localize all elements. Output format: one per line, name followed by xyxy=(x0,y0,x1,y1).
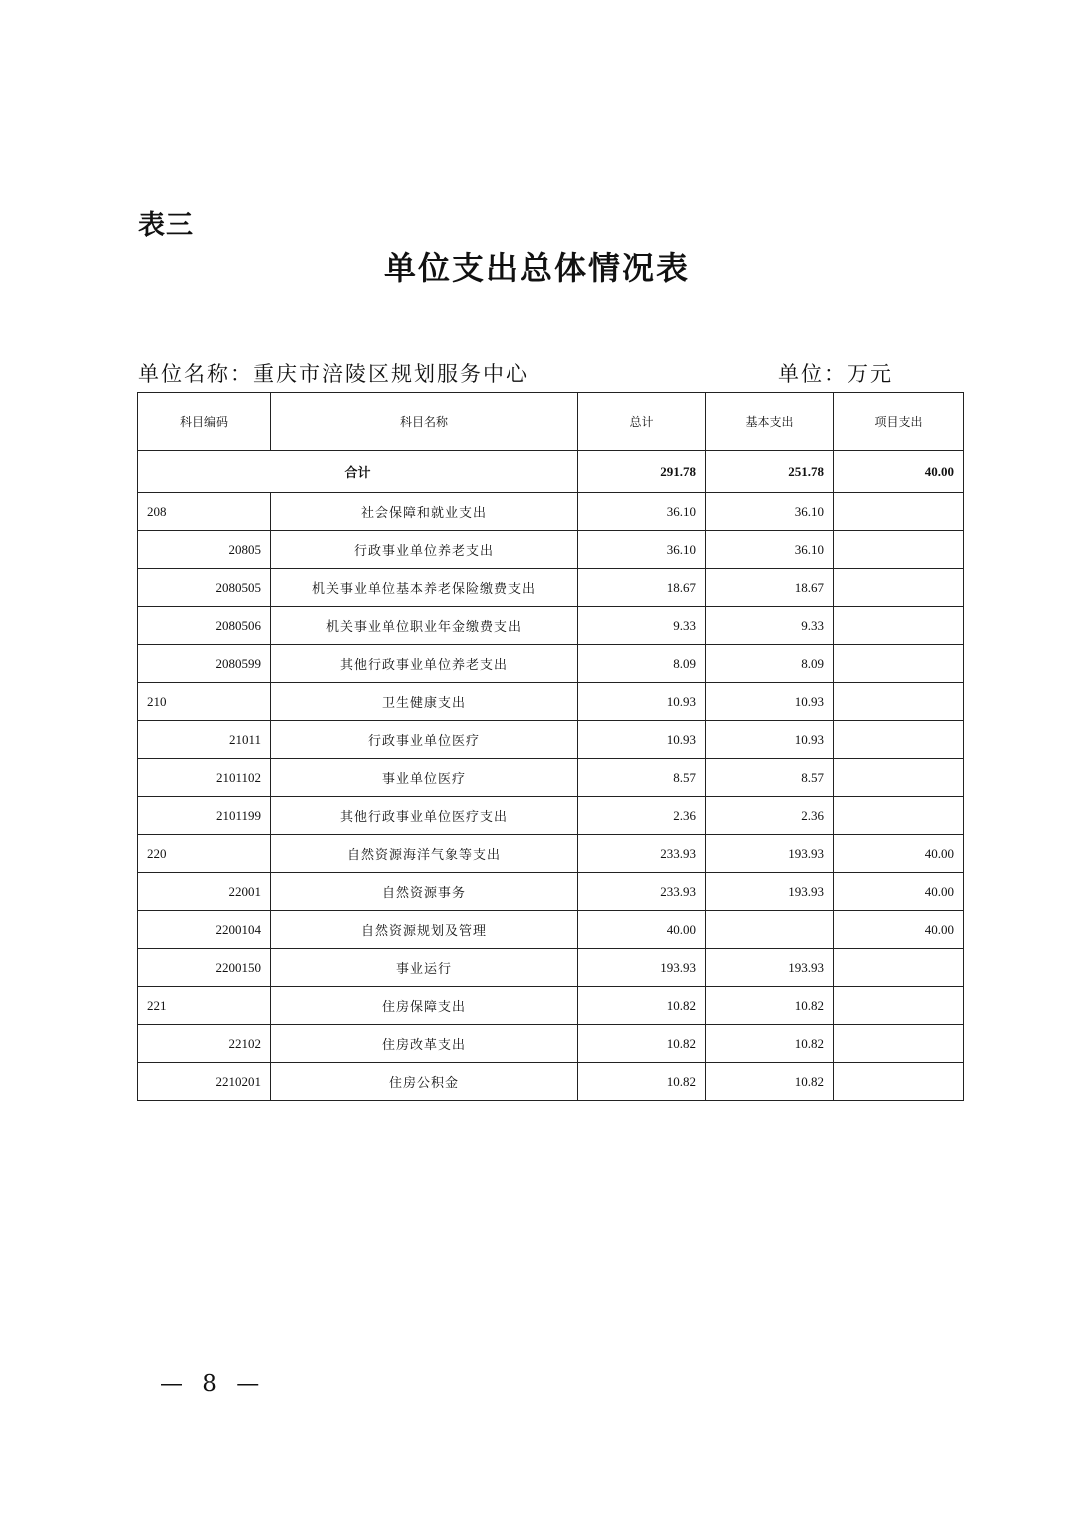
table-row xyxy=(138,683,964,721)
total-amount-cell: 36.10 xyxy=(578,531,706,569)
subject-name-cell: 行政事业单位养老支出 xyxy=(271,531,578,569)
subject-code-cell: 2080506 xyxy=(138,607,271,645)
project-amount-cell xyxy=(834,759,964,797)
total-amount-cell: 10.93 xyxy=(578,683,706,721)
subject-code-cell: 210 xyxy=(138,683,271,721)
total-row xyxy=(138,451,964,493)
column-header-name: 科目名称 xyxy=(271,393,578,451)
project-amount-cell: 40.00 xyxy=(834,835,964,873)
basic-amount-cell: 10.82 xyxy=(706,1025,834,1063)
table-label: 表三 xyxy=(138,210,194,241)
total-amount-cell: 2.36 xyxy=(578,797,706,835)
subject-code-cell: 2210201 xyxy=(138,1063,271,1101)
subject-code-cell: 2200150 xyxy=(138,949,271,987)
project-amount-cell xyxy=(834,1063,964,1101)
column-header-code: 科目编码 xyxy=(138,393,271,451)
table-row xyxy=(138,607,964,645)
subject-code-cell: 208 xyxy=(138,493,271,531)
basic-amount-cell: 18.67 xyxy=(706,569,834,607)
total-amount-cell: 10.82 xyxy=(578,987,706,1025)
project-amount-cell xyxy=(834,607,964,645)
basic-amount-cell: 2.36 xyxy=(706,797,834,835)
subject-code-cell: 2080505 xyxy=(138,569,271,607)
table-header-row xyxy=(138,393,964,451)
subject-name-cell: 住房改革支出 xyxy=(271,1025,578,1063)
table-row xyxy=(138,759,964,797)
subject-name-cell: 事业单位医疗 xyxy=(271,759,578,797)
total-amount-cell: 40.00 xyxy=(578,911,706,949)
subject-code-cell: 220 xyxy=(138,835,271,873)
document-title: 单位支出总体情况表 xyxy=(383,249,690,287)
subject-name-cell: 其他行政事业单位养老支出 xyxy=(271,645,578,683)
table-row xyxy=(138,1025,964,1063)
project-amount-cell xyxy=(834,987,964,1025)
total-project-cell: 40.00 xyxy=(834,451,964,493)
subject-name-cell: 自然资源海洋气象等支出 xyxy=(271,835,578,873)
project-amount-cell: 40.00 xyxy=(834,911,964,949)
project-amount-cell: 40.00 xyxy=(834,873,964,911)
total-amount-cell: 8.57 xyxy=(578,759,706,797)
subject-name-cell: 事业运行 xyxy=(271,949,578,987)
project-amount-cell xyxy=(834,493,964,531)
subject-name-cell: 机关事业单位基本养老保险缴费支出 xyxy=(271,569,578,607)
total-amount-cell: 10.82 xyxy=(578,1025,706,1063)
table-row xyxy=(138,949,964,987)
total-basic-cell: 251.78 xyxy=(706,451,834,493)
basic-amount-cell: 36.10 xyxy=(706,531,834,569)
table-row xyxy=(138,645,964,683)
project-amount-cell xyxy=(834,949,964,987)
expenditure-table xyxy=(137,392,964,1101)
basic-amount-cell: 193.93 xyxy=(706,835,834,873)
table-row xyxy=(138,987,964,1025)
total-cell: 291.78 xyxy=(578,451,706,493)
table-row xyxy=(138,835,964,873)
column-header-basic: 基本支出 xyxy=(706,393,834,451)
subject-code-cell: 2101102 xyxy=(138,759,271,797)
page-number: — 8 — xyxy=(160,1371,266,1397)
subject-name-cell: 卫生健康支出 xyxy=(271,683,578,721)
total-amount-cell: 8.09 xyxy=(578,645,706,683)
basic-amount-cell: 9.33 xyxy=(706,607,834,645)
total-amount-cell: 233.93 xyxy=(578,835,706,873)
subject-name-cell: 自然资源事务 xyxy=(271,873,578,911)
project-amount-cell xyxy=(834,721,964,759)
table-row xyxy=(138,797,964,835)
subject-name-cell: 社会保障和就业支出 xyxy=(271,493,578,531)
subject-code-cell: 20805 xyxy=(138,531,271,569)
basic-amount-cell: 10.82 xyxy=(706,1063,834,1101)
subject-code-cell: 22102 xyxy=(138,1025,271,1063)
total-amount-cell: 10.93 xyxy=(578,721,706,759)
project-amount-cell xyxy=(834,683,964,721)
subject-name-cell: 行政事业单位医疗 xyxy=(271,721,578,759)
subject-name-cell: 住房保障支出 xyxy=(271,987,578,1025)
basic-amount-cell: 10.82 xyxy=(706,987,834,1025)
subject-code-cell: 2101199 xyxy=(138,797,271,835)
project-amount-cell xyxy=(834,1025,964,1063)
project-amount-cell xyxy=(834,569,964,607)
basic-amount-cell: 10.93 xyxy=(706,721,834,759)
basic-amount-cell: 193.93 xyxy=(706,873,834,911)
project-amount-cell xyxy=(834,531,964,569)
basic-amount-cell: 8.09 xyxy=(706,645,834,683)
basic-amount-cell: 36.10 xyxy=(706,493,834,531)
basic-amount-cell: 10.93 xyxy=(706,683,834,721)
subject-name-cell: 自然资源规划及管理 xyxy=(271,911,578,949)
total-amount-cell: 9.33 xyxy=(578,607,706,645)
basic-amount-cell xyxy=(706,911,834,949)
table-row xyxy=(138,873,964,911)
subject-code-cell: 221 xyxy=(138,987,271,1025)
subject-name-cell: 其他行政事业单位医疗支出 xyxy=(271,797,578,835)
project-amount-cell xyxy=(834,645,964,683)
unit-name: 单位名称：重庆市涪陵区规划服务中心 xyxy=(138,362,529,386)
subject-name-cell: 机关事业单位职业年金缴费支出 xyxy=(271,607,578,645)
unit-currency: 单位：万元 xyxy=(778,362,893,386)
column-header-total: 总计 xyxy=(578,393,706,451)
basic-amount-cell: 193.93 xyxy=(706,949,834,987)
subject-code-cell: 22001 xyxy=(138,873,271,911)
basic-amount-cell: 8.57 xyxy=(706,759,834,797)
table-row xyxy=(138,493,964,531)
subject-code-cell: 2200104 xyxy=(138,911,271,949)
total-amount-cell: 10.82 xyxy=(578,1063,706,1101)
total-label: 合计 xyxy=(138,451,578,493)
total-amount-cell: 233.93 xyxy=(578,873,706,911)
table-row xyxy=(138,569,964,607)
total-amount-cell: 18.67 xyxy=(578,569,706,607)
project-amount-cell xyxy=(834,797,964,835)
total-amount-cell: 36.10 xyxy=(578,493,706,531)
subject-code-cell: 21011 xyxy=(138,721,271,759)
table-row xyxy=(138,531,964,569)
table-row xyxy=(138,911,964,949)
column-header-project: 项目支出 xyxy=(834,393,964,451)
subject-code-cell: 2080599 xyxy=(138,645,271,683)
table-row xyxy=(138,721,964,759)
subject-name-cell: 住房公积金 xyxy=(271,1063,578,1101)
table-row xyxy=(138,1063,964,1101)
total-amount-cell: 193.93 xyxy=(578,949,706,987)
